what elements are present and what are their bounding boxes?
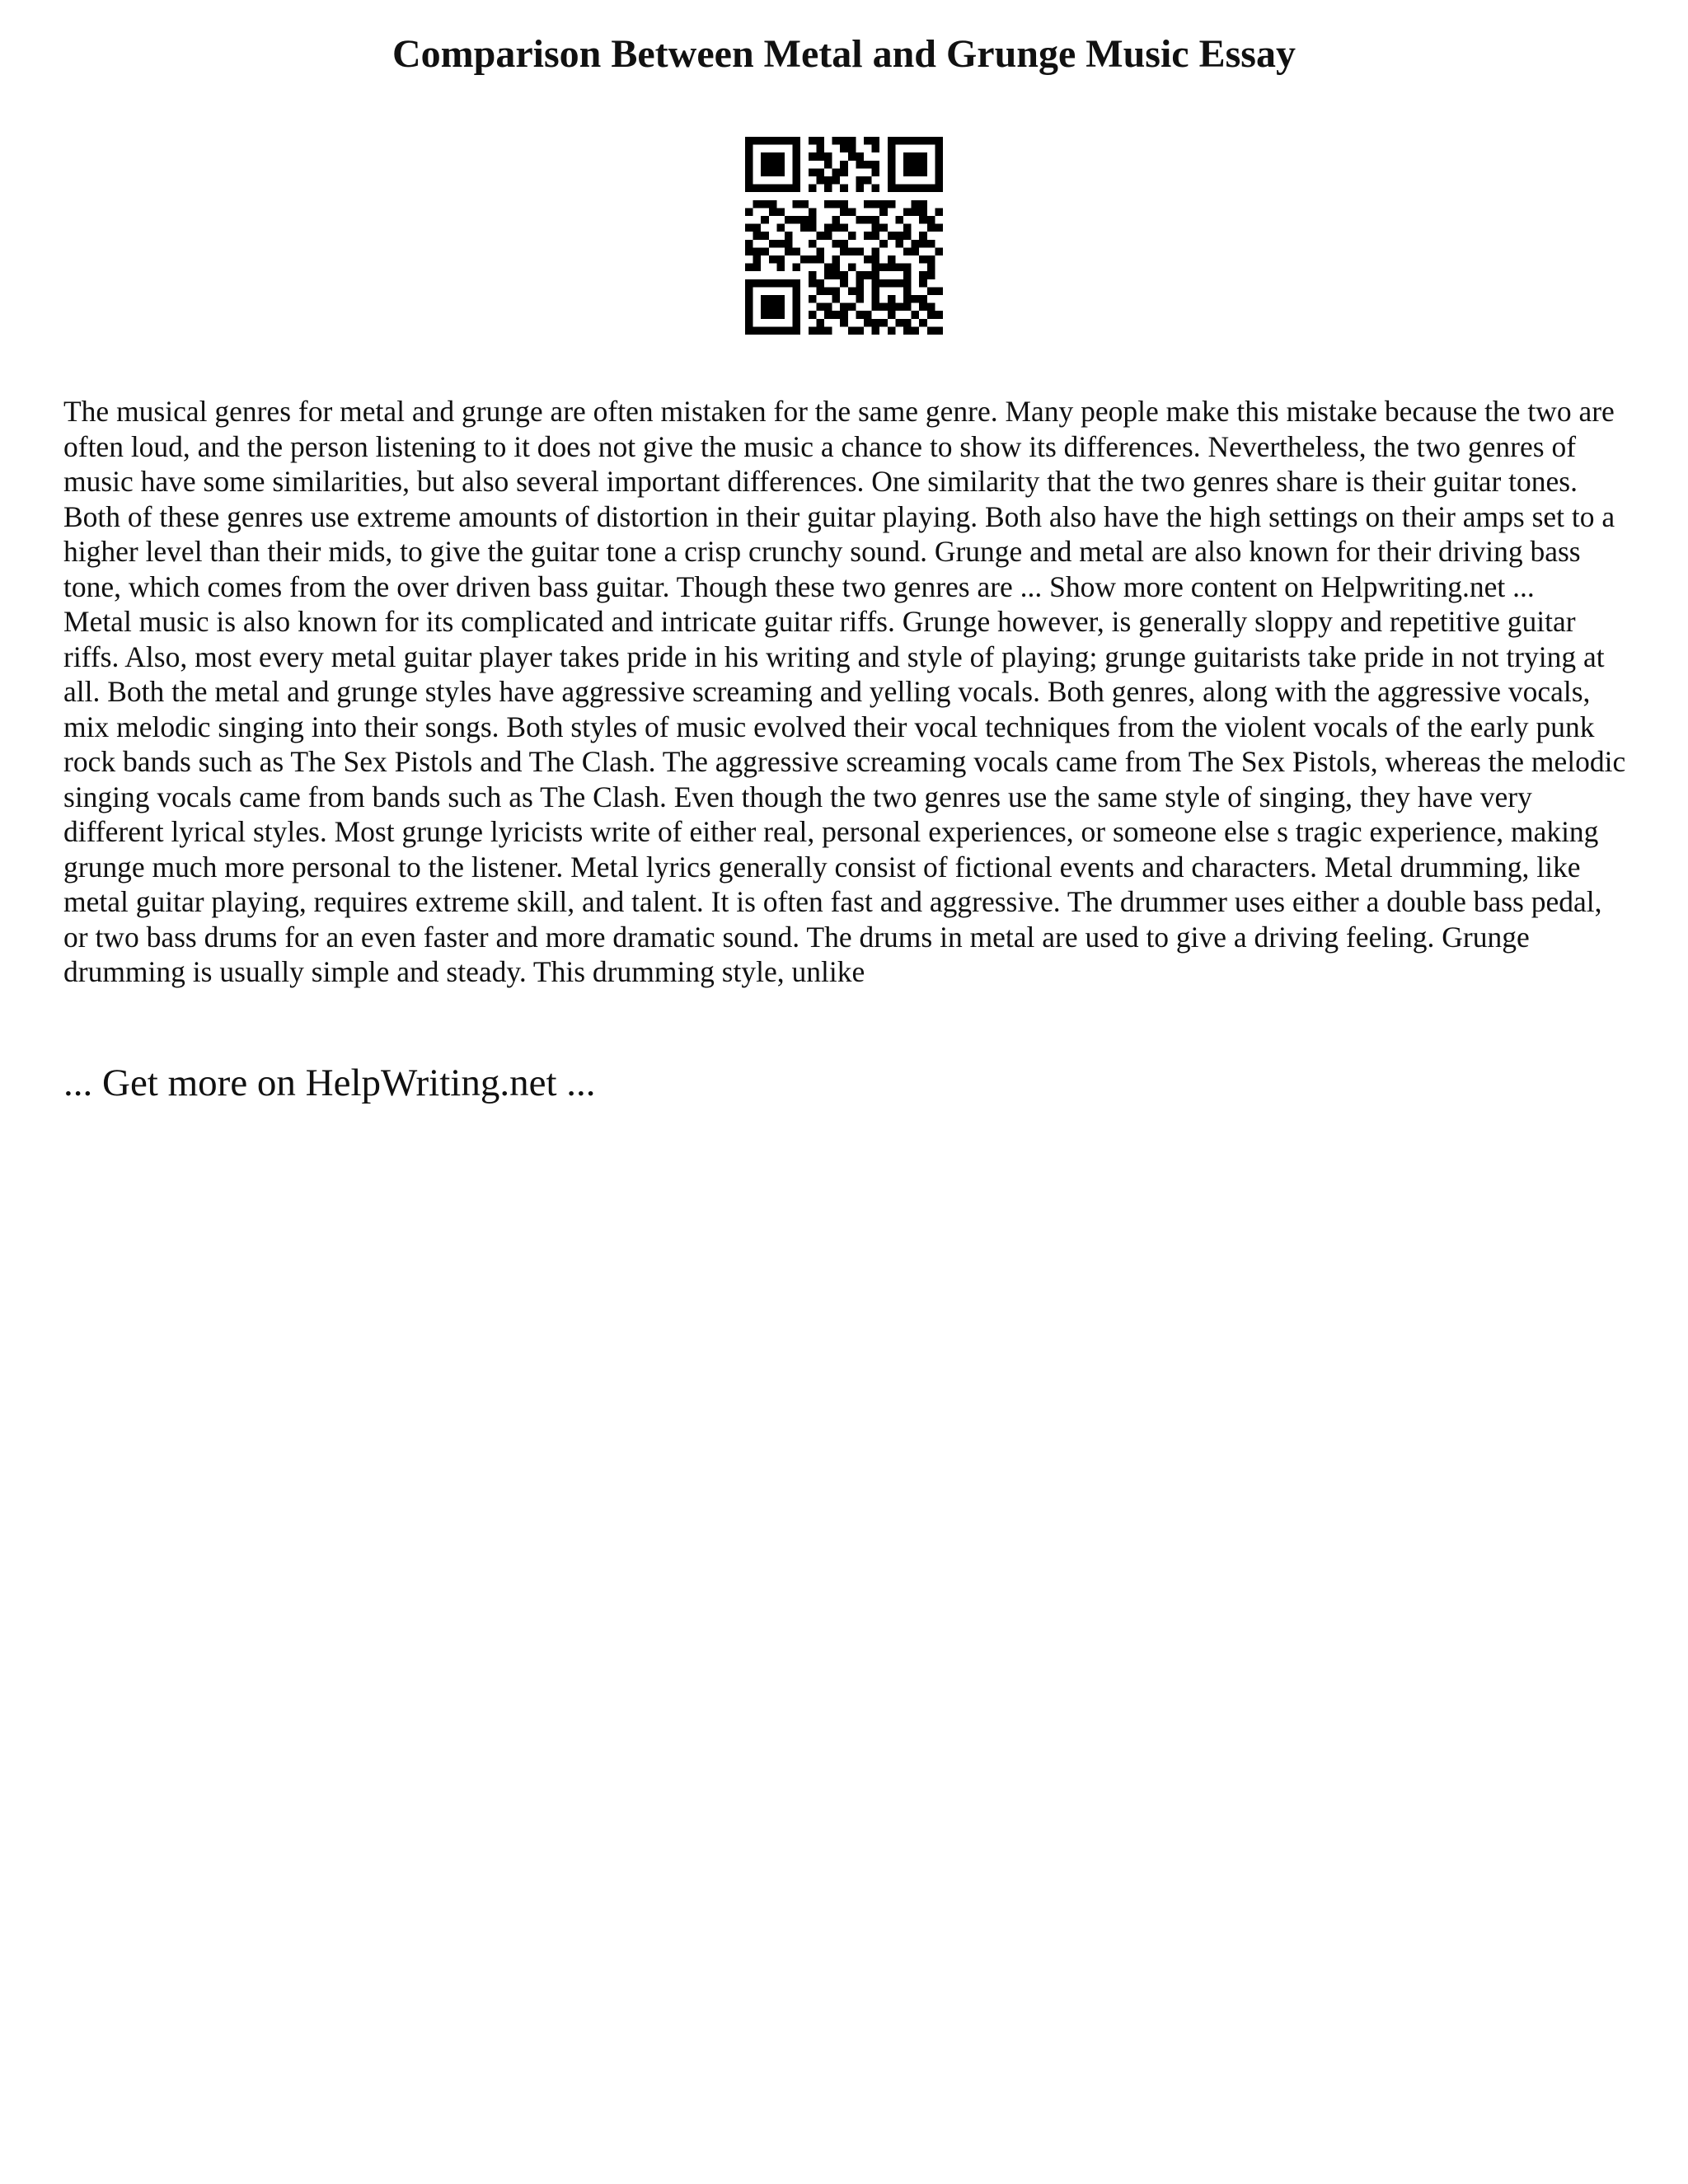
essay-paragraph-1: The musical genres for metal and grunge are often mistaken for the same genre. Many people make this mistake because the two are often loud, and the person listening to it does not give the music a chance to show its differences. Nevertheless, the two genres of music have some similarities, but also several important differences. One similarity that the two genres share is their guitar tones. Both of these genres use extreme amounts of distortion in their guitar playing. Both also have the high settings on their amps set to a higher level than their mids, to give the guitar tone a crisp crunchy sound. Grunge and metal are also known for their driving bass tone, which comes from the over driven bass guitar. Though these two genres are ... Show more content on Helpwriting.net ...	[63, 395, 1615, 603]
essay-paragraph-2: Metal music is also known for its complicated and intricate guitar riffs. Grunge however, is generally sloppy and repetitive guitar riffs. Also, most every metal guitar player takes pride in his writing and style of playing; grunge guitarists take pride in not trying at all. Both the metal and grunge styles have aggressive screaming and yelling vocals. Both genres, along with the aggressive vocals, mix melodic singing into their songs. Both styles of music evolved their vocal techniques from the violent vocals of the early punk rock bands such as The Sex Pistols and The Clash. The aggressive screaming vocals came from The Sex Pistols, whereas the melodic singing vocals came from bands such as The Clash. Even though the two genres use the same style of singing, they have very different lyrical styles. Most grunge lyricists write of either real, personal experiences, or someone else s tragic experience, making grunge much more personal to the listener. Metal lyrics generally consist of fictional events and characters. Metal drumming, like metal guitar playing, requires extreme skill, and talent. It is often fast and aggressive. The drummer uses either a double bass pedal, or two bass drums for an even faster and more dramatic sound. The drums in metal are used to give a driving feeling. Grunge drumming is usually simple and steady. This drumming style, unlike	[63, 605, 1626, 988]
get-more-link[interactable]: ... Get more on HelpWriting.net ...	[63, 1062, 596, 1104]
essay-body	[63, 394, 1629, 990]
page-title: Comparison Between Metal and Grunge Music Essay	[392, 32, 1296, 76]
qr-code-icon	[745, 137, 943, 335]
